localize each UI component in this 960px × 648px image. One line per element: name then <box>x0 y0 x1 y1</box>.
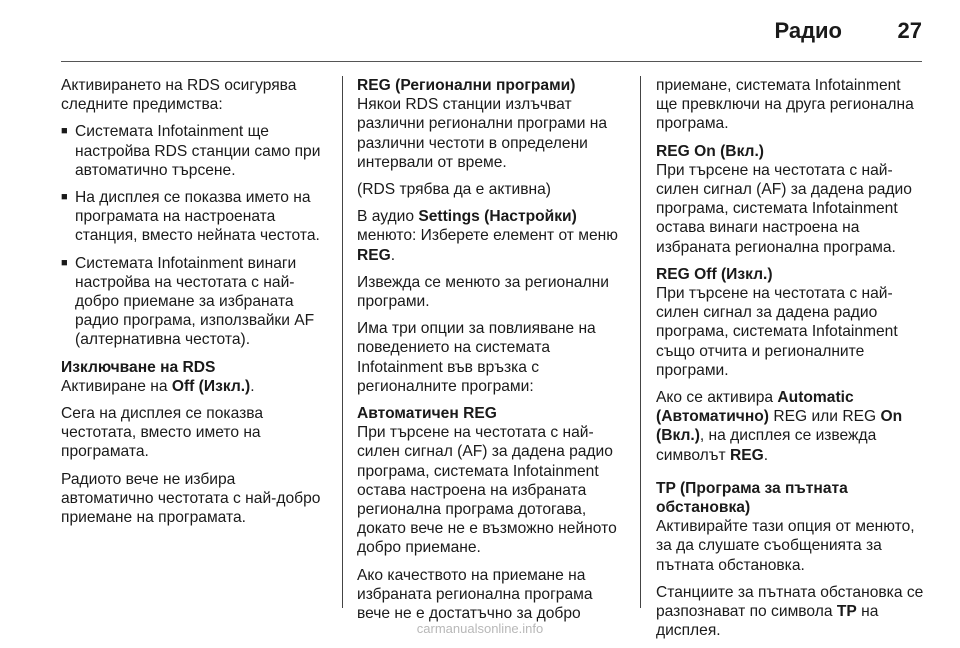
tp-paragraph: Активирайте тази опция от менюто, за да слушате съобщенията за пътната обстановка. <box>656 518 915 574</box>
bullet-item: ■ Системата Infotainment винаги настройва на честотата с най-добро приемане за избраната радио програма, използвайки AF (алтернативна честота). <box>61 254 327 350</box>
auto-reg-heading: Автоматичен REG <box>357 405 497 423</box>
header-rule <box>61 61 922 62</box>
bullet-item: ■ На дисплея се показва името на програмата на настроената станция, вместо нейната честота. <box>61 188 327 246</box>
activate-paragraph: Ако се активира Automatic (Автоматично) REG или REG On (Вкл.), на дисплея се извежда символът REG. <box>656 389 903 464</box>
column-divider-1 <box>342 76 343 608</box>
section-title: Радио <box>774 18 842 43</box>
column-2 <box>357 76 625 631</box>
column-3 <box>656 76 924 648</box>
tp-heading: TP (Програма за пътната обстановка) <box>656 479 848 517</box>
auto-reg-paragraph: При търсене на честотата с най-силен сигнал (AF) за дадена радио програма, системата Infotainment остава настроена на избраната регионална програма дотогава, докато вече не е възможно нейното добро приемане. <box>357 424 617 557</box>
reg-heading: REG (Регионални програми) <box>357 77 576 94</box>
auto-paragraph: Радиото вече не избира автоматично честотата с най-добро приемане на програмата. <box>61 470 321 527</box>
options-paragraph: Има три опции за повлияване на поведението на системата Infotainment във връзка с регионалните програми: <box>357 320 596 395</box>
continued-paragraph: приемане, системата Infotainment ще превключи на друга регионална програма. <box>656 77 914 133</box>
frequency-paragraph: Сега на дисплея се показва честотата, вместо името на програмата. <box>61 405 264 461</box>
menu-paragraph: Извежда се менюто за регионални програми. <box>357 273 609 311</box>
audio-menu-paragraph: В аудио Settings (Настройки) менюто: Изберете елемент от меню REG. <box>357 208 618 264</box>
bullet-item: ■ Системата Infotainment ще настройва RDS станции само при автоматично търсене. <box>61 122 327 180</box>
tp-symbol-paragraph: Станциите за пътната обстановка се разпознават по символа TP на дисплея. <box>656 583 924 640</box>
reg-off-heading: REG Off (Изкл.) <box>656 265 773 283</box>
page-header <box>0 0 960 62</box>
reg-paragraph: Някои RDS станции излъчват различни регионални програми на различни честоти в определени интервали от време. <box>357 96 608 171</box>
column-divider-2 <box>640 76 641 608</box>
rds-off-paragraph: Активиране на Off (Изкл.). <box>61 377 255 395</box>
reg-on-paragraph: При търсене на честотата с най-силен сигнал (AF) за дадена радио програма, системата Infotainment остава винаги настроена на избраната регионална програма. <box>656 161 912 256</box>
benefits-list <box>61 122 327 349</box>
quality-paragraph: Ако качеството на приемане на избраната регионална програма вече не е достатъчно за добро <box>357 566 593 623</box>
column-1 <box>61 76 327 535</box>
page-number: 27 <box>897 18 922 43</box>
reg-on-heading: REG On (Вкл.) <box>656 142 764 160</box>
reg-note: (RDS трябва да е активна) <box>357 181 551 199</box>
intro-paragraph: Активирането на RDS осигурява следните предимства: <box>61 77 297 114</box>
reg-off-paragraph: При търсене на честотата с най-силен сигнал за дадена радио програма, системата Infotainment също отчита и регионалните програми. <box>656 285 898 379</box>
rds-off-heading: Изключване на RDS <box>61 358 216 376</box>
watermark: carmanualsonline.info <box>416 621 544 636</box>
